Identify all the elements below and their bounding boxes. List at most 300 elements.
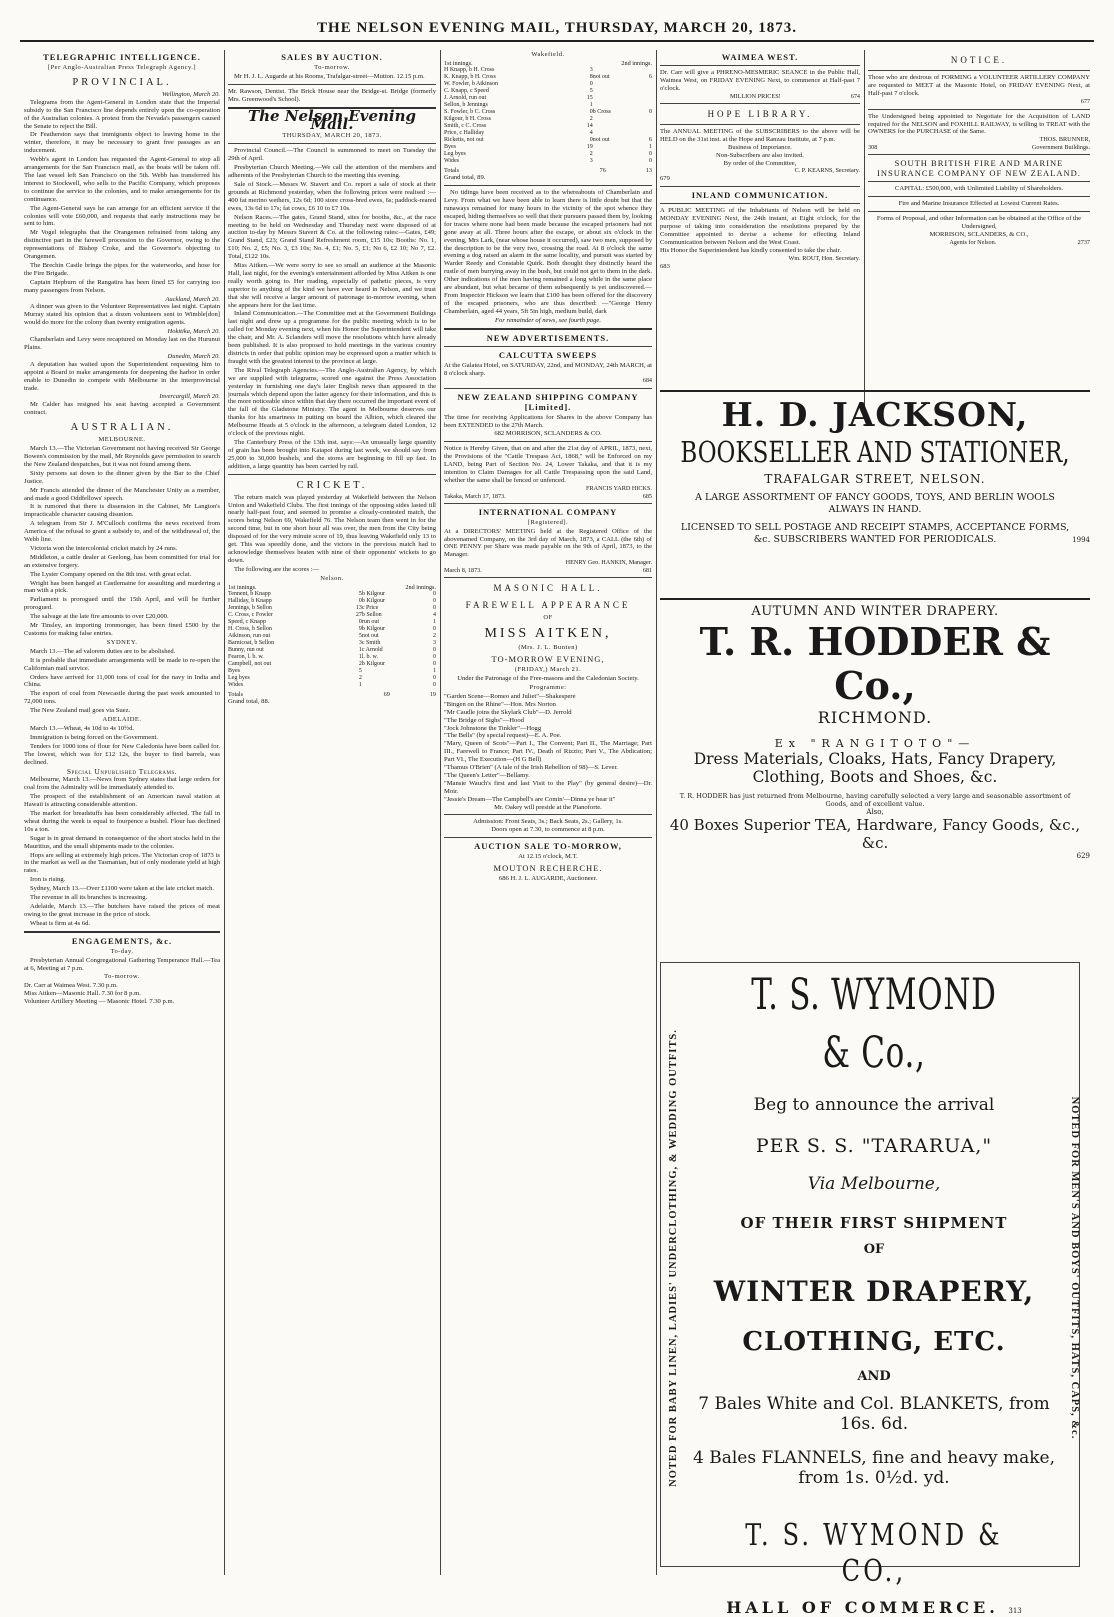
adelaide-heading: ADELAIDE. [102,716,142,724]
score-cell: Bunny, run out [228,646,264,653]
masthead: THE NELSON EVENING MAIL, THURSDAY, MARCH 20, 1873. [317,20,797,36]
score-cell: 2 [358,660,362,667]
wymond-ad [690,968,1058,1617]
news-item: The Canterbury Press of the 13th inst. says:—An unusually large quantity of grain has been brought into Kaiapoi during last week, we should say from 25,000 to 30,000 bushels, and the stores are beginning to fill up fast. In addition, a large quantity has been carried by rail. [228,438,436,470]
paragraph: A deputation has waited upon the Superintendent requesting him to appoint a Board to make arrangements for deepening the harbor in order enable to Dunedin to compete with Melbourne in the interprovincial trade. [24,360,220,392]
score-row [228,626,436,633]
score-cell: 3 [589,67,593,74]
miss-aitken: MISS AITKEN, [484,626,612,642]
paragraph: The prospect of the establishment of an American naval station at Hawaii is attracting considerable attention. [24,793,220,809]
score-cell: 0 [649,151,652,158]
ad-number: 313 [1008,1607,1022,1615]
programme-item: "The Bells" (by special request)—E. A. Poe. [444,732,562,740]
score-cell: Campbell, not out [228,660,272,667]
score-cell: 1 [433,667,436,674]
score-cell [593,88,638,95]
programme-item: "Jessie's Dream—The Campbell's are Comin'—Dinna ye hear it" [444,795,616,803]
paragraph: Wheat is firm at 4s 6d. [30,919,91,927]
score-cell: 6 [649,74,652,81]
score-cell: Halliday, b Knapp [228,597,272,604]
score-row [444,130,652,137]
score-cell: 0 [433,660,436,667]
total-2: 13 [645,167,652,175]
intl-footer [444,567,652,574]
score-row [444,151,652,158]
score-row [444,102,652,109]
divider [444,577,652,578]
score-row [444,81,652,88]
score-cell [593,116,638,123]
score-row [228,661,436,668]
hope-order: By order of the Committee, [723,159,797,167]
score-cell: run out [361,618,380,625]
news-item: Miss Aitken.—We were sorry to see so small an audience at the Masonic Hall, last night, for the evening's entertainment afforded by Miss Aitken is one really worth going to. Her reading, especially of pathetic pieces, is very superior to anything of the kind we have ever heard in Nelson, and we trust that she will receive a larger amount of patronage to-morrow evening, when she appears here for the last time. [228,262,436,309]
divider [444,185,652,186]
paragraph: It is probable that immediate arrangements will be made to re-open the Californian mail service. [24,656,220,672]
nzship-text: The time for receiving Applications for Shares in the above Company has been EXTENDED to the 27th March. [444,414,652,430]
innings-1-label: 1st innings. [444,59,473,67]
carr-text: Dr. Carr will give a PHRENO-MESMERIC SEANCE in the Public Hall, Waimea West, on FRIDAY EVENING Next, to commence at Half-past 7 o'clock. [660,69,860,92]
divider [660,103,860,104]
paragraph: The Brechin Castle brings the pipes for the waterworks, and hose for the Fire Brigade. [24,261,220,277]
totals-label: Totals [444,167,460,175]
paragraph: Chamberlain and Levy were recaptured on Monday last on the Hurunui Plains. [24,336,220,351]
score-cell: 1 [358,681,362,688]
wymond-winter: WINTER DRAPERY, [713,1275,1035,1308]
score-cell: Speed, c Knapp [228,618,266,625]
score-row [228,591,436,598]
paragraph: The New Zealand mail goes via Suez. [30,707,131,715]
score-cell: H. Cross, b Sellon [228,625,272,632]
score-cell: 5 [358,667,362,674]
hodder-place: RICHMOND. [817,708,933,727]
paper-title: The Nelson Evening Mail. [247,106,417,133]
news-item: Presbyterian Church Meeting.—We call the attention of the members and adherents of the Presbyterian Church to the meeting this evening. [228,164,436,180]
mrs-bunten: (Mrs. J. L. Bunten) [518,644,578,652]
australian-heading: AUSTRALIAN. [70,422,174,434]
score-cell: 0 [589,109,593,116]
news-item: Inland Communication.—The Committee met at the Government Buildings last night and drew up a programme for the public meeting which is to be called for Monday evening next, when his Honor the Superintendent will take the chair, and Mr. A. Sclanders will move the resolutions which have already been published. It is also proposed to hold meetings in the various country districts in order that public opinion may be expressed upon a matter which is fraught with the greatest interest to the province at large. [228,310,436,365]
column-notices-a [660,50,860,405]
divider [24,931,220,933]
inland-heading: INLAND COMMUNICATION. [691,190,829,201]
today-label: To-day. [110,947,134,955]
total-2: 19 [429,690,436,698]
nzship-heading: NEW ZEALAND SHIPPING COMPANY [Limited]. [457,392,639,413]
fire-insurance: Fire and Marine Insurance Effected at Lowest Current Rates. [898,200,1060,208]
score-cell: not out [361,632,379,639]
patronage: Under the Patronage of the Free-masons and the Caledonian Society. [457,675,639,683]
totals-row [228,691,436,698]
ad-number: 2737 [1077,238,1090,246]
score-cell: 0 [358,597,362,604]
escape-report: No tidings have been received as to the whereabouts of Chamberlain and Levy. From what we have been able to learn there is little doubt but that the runaways remained for many hours in the vicinity of the spot whence they escaped, hiding themselves so well that their pursuers passed them by, looking for traces where none had been made because the escaped prisoners had not gone away at all. Three hours after the escape, or about six o'clock in the evening, Mrs Lark, (near whose house it occurred), saw two men, supposed by the description to be the very two, crossing the road. At 8 o'clock the same evening a dog raised an alarm in the same locality, and pursuit was started by Warder Reedy and Constable Quirk. Both thought they distinctly heard the rustle of men burrying away in the bush, but could not get to them in the dark. Other indications of the men having remained a long while in the same place are abundant, but what became of them subsequently is yet undiscovered.—From Inspector Hickson we learn that £100 has been offered for the discovery of the escaped prisoners, who are thus described: —"George Henry Chamberlain, aged 44 years, 5ft 5in high, medium build, dark [444,189,652,315]
programme-item: "Bingen on the Rhine"—Hon. Mrs Norton [444,700,556,708]
admission: Admission: Front Seats, 3s.; Back Seats, 2s.; Gallery, 1s. [473,818,623,826]
million-prices: MILLION PRICES! [730,92,781,100]
paragraph: It is rumored that there is dissension in the Cabinet, Mr Langton's impracticable character causing disunion. [24,503,220,519]
wymond-blankets: 7 Bales White and Col. BLANKETS, from 16s. 6d. [698,1394,1050,1434]
score-cell [593,158,638,165]
wymond-title: T. S. WYMOND & Co., [751,970,997,1078]
programme-item: "Mansie Wauch's first and last Visit to the Play" (by general desire)—Dr. Moir. [444,779,652,795]
jackson-street: TRAFALGAR STREET, NELSON. [764,472,986,486]
waimea-heading: WAIMEA WEST. [721,52,799,62]
score-row [444,74,652,81]
paragraph: Orders have arrived for 11,000 tons of coal for the navy in India and China. [24,673,220,689]
paragraph: Sixty persons sat down to the dinner given by the Bar to the Chief Justice. [24,469,220,485]
divider [228,474,436,475]
paragraph: March 13.—The Victorian Government not having received Sir George Bowen's commission by the mail, Mr Reynolds gave permission to search the New Zealand despatches, but it was not found among them. [24,445,220,468]
column-divider [864,50,865,410]
score-cell: 9 [358,625,362,632]
tomorrow-label: To-morrow. [104,973,140,981]
divider [444,328,652,330]
auction-signature: 686 H. J. L. AUGARDE, Auctioneer. [498,875,598,883]
score-cell: 5 [358,590,362,597]
score-cell [593,144,638,151]
nelson-label: Nelson. [320,574,344,582]
dateline: Wellington, March 20. [161,90,220,98]
notice-heading: NOTICE. [950,55,1008,65]
score-cell: b Kilgour [361,625,386,632]
score-cell: 5 [589,88,593,95]
score-row [444,88,652,95]
intl-registered: [Registered]. [527,518,569,526]
paragraph: Immigration is being forced on the Government. [30,733,158,741]
tomorrow-evening: TO-MORROW EVENING, [491,654,605,665]
south-british-heading: SOUTH BRITISH FIRE AND MARINE INSURANCE COMPANY OF NEW ZEALAND. [877,158,1081,179]
inland-text: A PUBLIC MEETING of the Inhabitants of Nelson will be held on MONDAY EVENING Next, the 24th instant, at Eight o'clock, for the purpose of taking into consideration the resolutions prepared by the Committee appointed to devise a scheme for effecting Inland Communication between Nelson and the West Coast. [660,207,860,246]
score-cell: Ricketts, not out [444,137,484,144]
dateline: Auckland, March 20. [165,295,220,303]
engagement: Volunteer Artillery Meeting — Masonic Hotel. 7.30 p.m. [24,998,175,1006]
ad-number: 308 [868,144,878,152]
wymond-hall-text: HALL OF COMMERCE. [726,1598,999,1617]
programme-item: "Mr Caudle joins the Skylark Club"—D. Jerrold [444,708,572,716]
hope-signature: C. P. KEARNS, Secretary. [794,167,860,175]
foxhill-signature: THOS. BRUNNER, [1039,136,1090,144]
score-cell: J. Arnold, run out [444,95,487,102]
proposal-forms: Forms of Proposal, and other Information can be obtained at the Office of the Undersigned, [876,215,1082,231]
melbourne-heading: MELBOURNE. [98,436,146,444]
provincial-heading: PROVINCIAL. [72,76,172,88]
cricket-report: The return match was played yesterday at Wakefield between the Nelson Union and Wakefield Clubs. The first innings of the opposing sides lasted till nearly half-past four, and seemed to promise a closely-contested match, the scores being Nelson 69, Wakefield 76. The Nelson team then went in for the second time, but in one short hour all was over, the men from the City being disposed of for the very minute score of 19, thus leaving Wakefield only 13 to get. This was speedily done, and the victors in the previous match had to acknowledge themselves beaten with nine of their opponents' wickets to go down. [228,493,436,564]
jackson-ad [660,390,1090,544]
column-divider [224,50,225,1575]
divider [444,441,652,442]
dateline: Dunedin, March 20. [167,352,220,360]
score-cell: 1 [433,618,436,625]
score-cell: not out [592,74,610,81]
ad-number: 679 [660,175,670,183]
inland-chair: His Honor the Superintendent has kindly consented to take the chair. [660,246,842,254]
score-cell: S. Fowler, b C. Cross [444,109,496,116]
score-cell: b Cross [592,109,611,116]
score-cell: Smith, c C. Cross [444,123,487,130]
score-cell: Leg byes [444,151,466,158]
score-cell: Tennent, b Knapp [228,590,271,597]
paragraph: March 13.—Wheat, 4s 10d to 4s 10½d. [30,724,135,732]
score-row [444,137,652,144]
score-cell: b Sellon [361,611,382,618]
score-cell: K. Knapp, b H. Cross [444,74,496,81]
score-cell: Atkinson, run out [228,632,271,639]
divider [660,203,860,204]
calcutta-text: At the Galatea Hotel, on SATURDAY, 22nd, and MONDAY, 24th MARCH, at 8 o'clock sharp. [444,361,652,377]
auction-heading: AUCTION SALE TO-MORROW, [474,841,622,852]
paragraph: Mr Tinsley, an importing ironmonger, has been fined £500 by the Customs for making false entries. [24,622,220,637]
score-cell [362,668,422,675]
divider [660,65,860,66]
notice-date: Takaka, March 17, 1873. [444,492,506,500]
paragraph: Hops are selling at extremely high prices. The Victorian crop of 1873 is in the market as well as the Tasmanian, but of only moderate yield at high rates. [24,851,220,875]
innings-labels [228,584,436,591]
paragraph: Victoria won the intercolonial cricket match by 24 runs. [30,544,178,552]
sb-signature: MORRISON, SCLANDERS, & CO., [929,231,1029,239]
column-telegraphic [24,50,220,1575]
wymond-flannels: 4 Bales FLANNELS, fine and heavy make, from 1s. 0½d. yd. [692,1448,1056,1488]
telegraph-source: [Per Anglo-Australian Press Telegraph Agency.] [47,64,197,71]
total-1: 76 [599,167,606,175]
score-row [444,95,652,102]
score-cell: Kilgour, b H. Cross [444,116,491,123]
engagements-heading: ENGAGEMENTS, &c. [71,935,173,946]
wymond-clothing: CLOTHING, ETC. [742,1327,1006,1357]
programme-list [444,693,652,804]
wymond-left-banner: NOTED FOR BABY LINEN, LADIES' UNDERCLOTHING, & WEDDING OUTFITS. [668,1029,679,1487]
sydney-heading: SYDNEY. [106,638,138,646]
ad-number: 685 [642,492,652,500]
paragraph: Middleton, a cattle dealer at Geelong, has been committed for trial for an extensive forgery. [24,553,220,569]
programme-item: "The Queen's Letter"—Bellamy. [444,771,530,779]
paragraph: The salvage at the late fire amounts to over £20,000. [30,613,169,621]
score-cell: 0 [433,625,436,632]
score-cell: b Kilgour [361,597,386,604]
foxhill-text: The Undersigned being appointed to Negotiate for the Acquisition of LAND required for the NELSON and FOXHILL RAILWAY, is willing to TREAT with the OWNERS for the PURCHASE of the Same. [868,112,1090,136]
score-cell: Byes [444,144,456,151]
hodder-headline: AUTUMN AND WINTER DRAPERY. [751,604,999,619]
top-rule [20,40,1094,42]
score-cell [593,95,638,102]
score-cell: c Arnold [361,646,383,653]
notice-footer [444,493,652,500]
score-cell: 2 [358,674,362,681]
jackson-trade: BOOKSELLER AND STATIONER, [680,436,1070,470]
score-cell: 0 [358,618,362,625]
score-cell: 0 [589,81,593,88]
score-cell [362,675,422,682]
wymond-and: AND [857,1369,891,1384]
score-row [228,640,436,647]
score-cell [593,67,638,74]
jackson-line2: LICENSED TO SELL POSTAGE AND RECEIPT STAMPS, ACCEPTANCE FORMS, &c. SUBSCRIBERS WANTED FOR PERIODICALS. [680,522,1070,545]
jackson-name: H. D. JACKSON, [721,395,1029,434]
wymond-right-banner: NOTED FOR MEN'S AND BOYS' OUTFITS, HATS, CAPS, &c. [1069,1096,1080,1440]
divider [444,388,652,389]
paragraph: The revenue in all its branches is increasing. [30,894,148,902]
score-row [228,668,436,675]
score-cell: Byes [228,667,240,674]
wakefield-label: Wakefield. [531,51,565,58]
total-1: 69 [383,690,390,698]
paragraph: Wright has been hanged at Castlemaine for assaulting and murdering a man with a pick. [24,579,220,595]
ad-number: 677 [1080,97,1090,105]
column-cricket-ads [444,50,652,1575]
paragraph: Mr Calder has resigned his seat having accepted a Government contract. [24,401,220,417]
score-cell: C. Knapp, c Speed [444,88,489,95]
farewell-heading: FAREWELL APPEARANCE [465,600,631,611]
innings-2-label: 2nd innings. [621,59,652,67]
column-divider [440,50,441,1575]
score-cell: l. b. w. [361,653,378,660]
score-cell: Jennings, b Sellon [228,604,272,611]
wymond-of: OF [863,1242,885,1257]
artillery-text: Those who are desirous of FORMING a VOLUNTEER ARTILLERY COMPANY are requested to MEET at the Masonic Hotel, on FRIDAY EVENING Next, at Half-past 7 o'clock. [868,74,1090,97]
totals-row [444,167,652,174]
ad-number: 1994 [1072,536,1090,544]
score-cell [638,67,652,74]
cricket-heading: CRICKET. [296,479,368,491]
score-cell: 19 [586,144,593,151]
score-cell: 15 [586,95,593,102]
hodder-also: Also, [866,808,884,816]
inland-signature: Wm. ROUT, Hon. Secretary. [788,254,860,262]
grand-total: Grand total, 88. [228,697,270,705]
wymond-via: Via Melbourne, [807,1174,941,1194]
paragraph: Dr Featherston says that immigrants object to leaving home in the winter, therefore, it may be necessary to grant free passages as an inducement. [24,131,220,155]
news-item: Sale of Stock.—Messrs W. Stavert and Co. report a sale of stock at their grounds at Richmond yesterday, when the following prices were realised :—400 fat merino wethers, 12s 6d; 100 store cross-bred ewes, 6s; paddock-reared ewes, 13s 6d to 17s; fat cows, £6 10 to £7 10s. [228,180,436,212]
divider [228,84,436,85]
column-notices-b [868,50,1090,405]
score-cell: Wides [228,681,244,688]
divider [868,70,1090,71]
score-row [228,633,436,640]
score-row [444,67,652,74]
tomorrow-label: To-morrow. [314,64,350,71]
paragraph: Tenders for 1000 tons of flour for New Caledonia have been called for. The lowest, which was for £12 12s, the buyer to find barrels, was declined. [24,742,220,766]
score-row [228,598,436,605]
engagement: Dr. Carr at Waimea West. 7.30 p.m. [24,982,118,990]
score-cell: 1 [589,102,593,109]
score-cell [638,130,652,137]
paragraph: Mr Vogel telegraphs that the Orangemen refrained from taking any distinctive part in the farewell procession to the Governor, owing to the representations of Bishop Croke, and the Governor's objecting to Orangemen. [24,229,220,261]
score-row [444,144,652,151]
carr-footer [660,93,860,100]
score-cell: 1 [649,144,652,151]
score-cell: 0 [589,137,593,144]
paragraph: Adelaide, March 13.—The butchers have raised the prices of meat owing to the great increase in the price of stock. [24,903,220,918]
score-cell: 3 [433,639,436,646]
paragraph: A telegram from Sir J. M'Culloch confirms the news received from America of the refusal to grant a subsidy to, and of the withdrawal of, the Webb line. [24,520,220,544]
notice-text: Notice is Hereby Given, that on and after the 21st day of APRIL, 1873, next, the Provisions of the "Cattle Trespass Act, 1868," will be Enforced on my LAND, being Part of Section No. 24, Lower Takaka, and that it is my intention to Claim Damages for all Cattle Trespassing upon the said Land, whether the same shall be fenced or unfenced. [444,445,652,484]
ad-number: 674 [850,92,860,100]
wymond-per: PER S. S. "TARARUA," [755,1135,993,1157]
score-row [228,619,436,626]
score-cell [638,116,652,123]
doors: Doors open at 7.30, to commence at 8 p.m. [491,826,605,834]
divider [868,211,1090,212]
score-cell: Barnicoat, b Sellon [228,639,275,646]
paper-date: THURSDAY, MARCH 20, 1873. [282,132,382,140]
score-cell: Price, c Halliday [444,130,485,137]
paragraph: Sugar is in great demand in consequence of the short stocks held in the Mauritius, and the small shipments made to the colonies. [24,834,220,850]
score-cell: 1 [358,653,362,660]
intl-date: March 8, 1873. [444,567,482,575]
masonic-heading: MASONIC HALL. [493,583,603,594]
sb-footer [868,239,1090,246]
wymond-bottom-name: T. S. WYMOND & CO., [745,1518,1003,1589]
engagement: Miss Aitken—Masonic Hall. 7.30 for 8 p.m. [24,990,141,998]
auction-time: At 12.15 o'clock, M.T. [518,853,578,861]
nelson-scores [228,591,436,689]
score-row [444,158,652,165]
innings-labels [444,60,652,67]
score-cell [593,81,638,88]
hodder-tea: 40 Boxes Superior TEA, Hardware, Fancy Goods, &c., &c. [669,816,1081,852]
score-cell: 0 [649,109,652,116]
score-cell: 0 [433,597,436,604]
news-item: Provincial Council.—The Council is summoned to meet on Tuesday the 29th of April. [228,147,436,163]
score-cell: 3 [589,158,593,165]
paragraph: Melbourne, March 13.—News from Sydney states that large orders for coal from the Admiralty will be immediately attended to. [24,776,220,792]
score-cell: C. Cross, c Fowler [228,611,273,618]
score-cell [638,81,652,88]
news-item: Nelson Races.—The gates, Grand Stand, sites for booths, &c., at the race meeting to be held on Wednesday and Thursday next were disposed of at auction to-day by Messrs Stavert & Co. at the following rates:—Gates, £49; Grand Stand, £23; Grand Stand Refreshment room, £15 10s; Booths: No. 1, £10; No. 2, £5; No. 3, £3 10s; No. 4, £1; No. 5, £1; No 6, £2 10; No 7, £2. Total, £122 10s. [228,213,436,261]
score-cell: 13 [355,604,362,611]
divider [444,503,652,504]
calcutta-heading: CALCUTTA SWEEPS [498,349,598,360]
divider [228,143,436,144]
score-cell: 4 [589,130,593,137]
score-row [228,647,436,654]
nzship-signature: 682 MORRISON, SCLANDERS & CO. [494,430,602,438]
score-row [444,123,652,130]
score-cell: W. Fowler, b Atkinson [444,81,499,88]
ad-number: 684 [642,377,652,385]
mouton: MOUTON RECHERCHE. [493,863,603,874]
ad-number: 629 [1076,852,1090,860]
score-row [444,116,652,123]
hodder-dress: Dress Materials, Cloaks, Hats, Fancy Drapery, Clothing, Boots and Shoes, &c. [693,750,1057,786]
score-cell: 2 [433,632,436,639]
wakefield-scores [444,67,652,165]
score-cell: Wides [444,158,460,165]
ad-number: 683 [660,262,670,270]
paragraph: Telegrams from the Agent-General in London state that the Imperial subsidy to the San Francisco line depends entirely upon the co-operation of the Australian colonies. A protest from the Nevada's passengers caused the Senate to reject the Bill. [24,98,220,130]
hope-invite: Non-Subscribers are also invited. [716,151,804,159]
innings-1-label: 1st innings. [228,583,257,591]
score-row [444,109,652,116]
sale-item: Mr H. J. L. Augarde at his Rooms, Trafalgar-street—Mutton. 12.15 p.m. [234,72,425,80]
divider [868,196,1090,197]
programme-item: "Thamus O'Brien" (A tale of the Irish Rebellion of 98)—S. Lever. [444,764,618,772]
score-cell: 1 [358,646,362,653]
dateline: Invercargill, March 20. [159,393,220,401]
score-cell [638,95,652,102]
foxhill-office: Government Buildings. [1031,144,1090,152]
intl-text: At a DIRECTORS' MEETING held at the Registered Office of the abovenamed Company, on the 3rd day of March, 1873, a CALL (the 6th) of ONE PENNY per Share was made payable on the 9th of April, 1873, to the Manager. [444,527,652,559]
score-cell: H Knapp, b H. Cross [444,67,495,74]
column-divider [656,50,657,1575]
hodder-ad [660,598,1090,860]
score-row [228,654,436,661]
score-cell: 4 [433,611,436,618]
friday-date: (FRIDAY,) March 21. [514,666,582,674]
divider [660,124,860,125]
score-cell: 0 [433,604,436,611]
score-cell [593,123,638,130]
